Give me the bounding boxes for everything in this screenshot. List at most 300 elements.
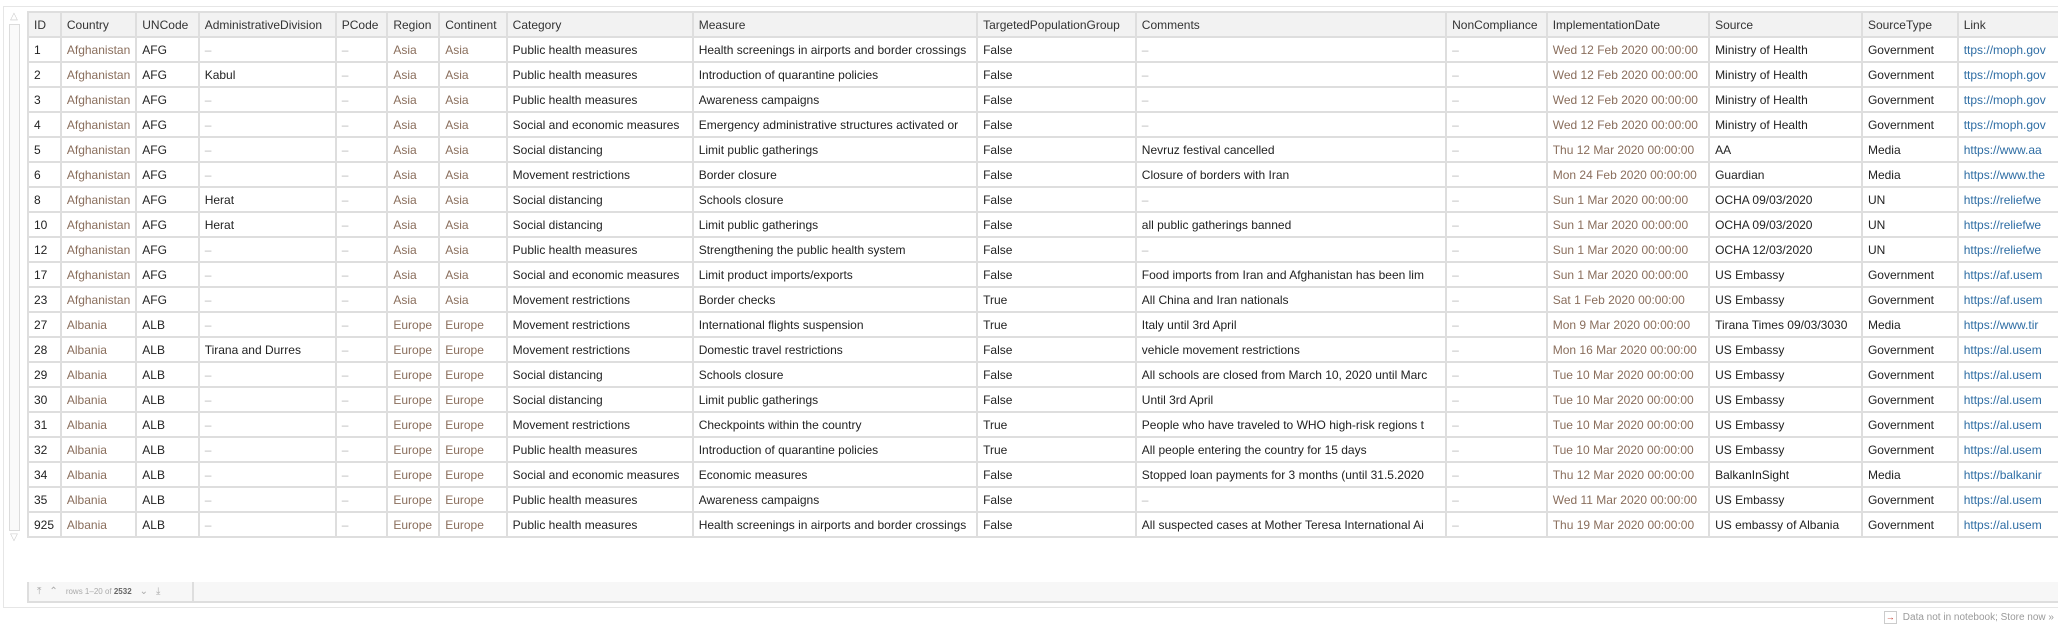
cell-measure: Awareness campaigns: [693, 87, 977, 112]
cell-pcode: –: [336, 412, 388, 437]
cell-region: Europe: [387, 462, 439, 487]
cell-comments: –: [1136, 237, 1446, 262]
cell-pcode: –: [336, 162, 388, 187]
cell-source: US Embassy: [1709, 412, 1862, 437]
cell-source: US Embassy: [1709, 262, 1862, 287]
cell-noncompliance: –: [1446, 237, 1547, 262]
table-row[interactable]: [28, 62, 2058, 87]
cell-country: Albania: [61, 312, 136, 337]
cell-link[interactable]: https://af.usem: [1958, 287, 2058, 312]
cell-sourcetype: Government: [1862, 112, 1958, 137]
cell-targetedpopulationgroup: False: [977, 462, 1136, 487]
cell-noncompliance: –: [1446, 87, 1547, 112]
cell-measure: Checkpoints within the country: [693, 412, 977, 437]
cell-country: Afghanistan: [61, 262, 136, 287]
column-header-sourcetype[interactable]: SourceType: [1862, 12, 1958, 37]
column-header-region[interactable]: Region: [387, 12, 439, 37]
cell-id: 29: [28, 362, 61, 387]
cell-country: Albania: [61, 512, 136, 537]
cell-sourcetype: Government: [1862, 262, 1958, 287]
cell-id: 10: [28, 212, 61, 237]
cell-targetedpopulationgroup: True: [977, 312, 1136, 337]
cell-measure: Introduction of quarantine policies: [693, 62, 977, 87]
cell-implementationdate: Wed 12 Feb 2020 00:00:00: [1547, 112, 1709, 137]
cell-id: 6: [28, 162, 61, 187]
table-row[interactable]: [28, 512, 2058, 537]
cell-noncompliance: –: [1446, 112, 1547, 137]
cell-country: Afghanistan: [61, 37, 136, 62]
next-page-icon[interactable]: ⌄: [139, 586, 149, 597]
cell-continent: Asia: [439, 112, 506, 137]
cell-measure: Schools closure: [693, 187, 977, 212]
cell-administrativedivision: –: [199, 412, 336, 437]
cell-implementationdate: Tue 10 Mar 2020 00:00:00: [1547, 362, 1709, 387]
cell-source: Ministry of Health: [1709, 87, 1862, 112]
cell-noncompliance: –: [1446, 412, 1547, 437]
cell-administrativedivision: –: [199, 437, 336, 462]
cell-id: 28: [28, 337, 61, 362]
column-header-noncompliance[interactable]: NonCompliance: [1446, 12, 1547, 37]
cell-country: Afghanistan: [61, 137, 136, 162]
cell-id: 34: [28, 462, 61, 487]
cell-continent: Asia: [439, 162, 506, 187]
cell-link[interactable]: https://al.usem: [1958, 437, 2058, 462]
column-header-country[interactable]: Country: [61, 12, 136, 37]
cell-category: Public health measures: [507, 37, 693, 62]
cell-id: 17: [28, 262, 61, 287]
cell-continent: Asia: [439, 137, 506, 162]
cell-continent: Europe: [439, 312, 506, 337]
cell-continent: Asia: [439, 237, 506, 262]
cell-uncode: ALB: [136, 362, 198, 387]
scroll-down-icon[interactable]: ▽: [10, 532, 18, 543]
cell-source: US Embassy: [1709, 487, 1862, 512]
cell-comments: Nevruz festival cancelled: [1136, 137, 1446, 162]
scroll-up-icon[interactable]: △: [10, 11, 18, 22]
cell-category: Social distancing: [507, 187, 693, 212]
cell-link[interactable]: https://al.usem: [1958, 362, 2058, 387]
cell-noncompliance: –: [1446, 262, 1547, 287]
cell-implementationdate: Tue 10 Mar 2020 00:00:00: [1547, 437, 1709, 462]
cell-targetedpopulationgroup: False: [977, 87, 1136, 112]
cell-comments: all public gatherings banned: [1136, 212, 1446, 237]
cell-sourcetype: Government: [1862, 437, 1958, 462]
cell-category: Movement restrictions: [507, 312, 693, 337]
cell-link[interactable]: https://al.usem: [1958, 487, 2058, 512]
cell-category: Public health measures: [507, 512, 693, 537]
cell-measure: Health screenings in airports and border crossings: [693, 37, 977, 62]
cell-administrativedivision: –: [199, 237, 336, 262]
cell-pcode: –: [336, 287, 388, 312]
cell-category: Social and economic measures: [507, 462, 693, 487]
cell-id: 8: [28, 187, 61, 212]
cell-pcode: –: [336, 437, 388, 462]
column-header-uncode[interactable]: UNCode: [136, 12, 198, 37]
cell-continent: Asia: [439, 187, 506, 212]
cell-category: Social distancing: [507, 137, 693, 162]
cell-noncompliance: –: [1446, 62, 1547, 87]
table-row[interactable]: [28, 462, 2058, 487]
cell-noncompliance: –: [1446, 512, 1547, 537]
cell-uncode: ALB: [136, 437, 198, 462]
column-header-source[interactable]: Source: [1709, 12, 1862, 37]
cell-region: Asia: [387, 62, 439, 87]
cell-link[interactable]: ttps://moph.gov: [1958, 62, 2058, 87]
cell-targetedpopulationgroup: False: [977, 387, 1136, 412]
cell-targetedpopulationgroup: False: [977, 112, 1136, 137]
cell-measure: Health screenings in airports and border crossings: [693, 512, 977, 537]
cell-sourcetype: Government: [1862, 337, 1958, 362]
status-text[interactable]: Data not in notebook; Store now »: [1902, 611, 2054, 623]
cell-sourcetype: Government: [1862, 412, 1958, 437]
cell-targetedpopulationgroup: False: [977, 487, 1136, 512]
cell-implementationdate: Wed 12 Feb 2020 00:00:00: [1547, 37, 1709, 62]
cell-measure: Introduction of quarantine policies: [693, 437, 977, 462]
cell-uncode: ALB: [136, 337, 198, 362]
cell-link[interactable]: https://al.usem: [1958, 337, 2058, 362]
cell-implementationdate: Mon 24 Feb 2020 00:00:00: [1547, 162, 1709, 187]
cell-comments: All China and Iran nationals: [1136, 287, 1446, 312]
column-header-id[interactable]: ID: [28, 12, 61, 37]
cell-region: Asia: [387, 137, 439, 162]
column-header-category[interactable]: Category: [507, 12, 693, 37]
cell-measure: Economic measures: [693, 462, 977, 487]
cell-link[interactable]: https://reliefwe: [1958, 212, 2058, 237]
cell-noncompliance: –: [1446, 487, 1547, 512]
table-row[interactable]: [28, 37, 2058, 62]
cell-noncompliance: –: [1446, 137, 1547, 162]
cell-category: Movement restrictions: [507, 412, 693, 437]
cell-id: 4: [28, 112, 61, 137]
cell-category: Social distancing: [507, 387, 693, 412]
cell-pcode: –: [336, 62, 388, 87]
cell-continent: Asia: [439, 37, 506, 62]
cell-targetedpopulationgroup: False: [977, 187, 1136, 212]
cell-source: US Embassy: [1709, 287, 1862, 312]
cell-pcode: –: [336, 187, 388, 212]
cell-targetedpopulationgroup: True: [977, 412, 1136, 437]
cell-category: Social and economic measures: [507, 112, 693, 137]
cell-source: US Embassy: [1709, 337, 1862, 362]
cell-uncode: AFG: [136, 162, 198, 187]
cell-region: Europe: [387, 362, 439, 387]
cell-category: Movement restrictions: [507, 337, 693, 362]
cell-id: 32: [28, 437, 61, 462]
table-row[interactable]: [28, 337, 2058, 362]
cell-region: Asia: [387, 37, 439, 62]
cell-comments: All schools are closed from March 10, 2020 until Marc: [1136, 362, 1446, 387]
cell-comments: Italy until 3rd April: [1136, 312, 1446, 337]
cell-continent: Europe: [439, 487, 506, 512]
cell-noncompliance: –: [1446, 287, 1547, 312]
cell-administrativedivision: Tirana and Durres: [199, 337, 336, 362]
cell-targetedpopulationgroup: False: [977, 337, 1136, 362]
cell-measure: Border checks: [693, 287, 977, 312]
cell-uncode: AFG: [136, 287, 198, 312]
cell-country: Afghanistan: [61, 112, 136, 137]
cell-measure: Limit public gatherings: [693, 137, 977, 162]
cell-sourcetype: Government: [1862, 87, 1958, 112]
cell-measure: Awareness campaigns: [693, 487, 977, 512]
cell-noncompliance: –: [1446, 462, 1547, 487]
cell-implementationdate: Sun 1 Mar 2020 00:00:00: [1547, 237, 1709, 262]
table-row[interactable]: [28, 162, 2058, 187]
cell-targetedpopulationgroup: False: [977, 212, 1136, 237]
cell-continent: Europe: [439, 462, 506, 487]
cell-sourcetype: Government: [1862, 287, 1958, 312]
cell-source: Ministry of Health: [1709, 112, 1862, 137]
cell-measure: Limit public gatherings: [693, 387, 977, 412]
cell-comments: –: [1136, 87, 1446, 112]
cell-country: Albania: [61, 462, 136, 487]
cell-continent: Europe: [439, 337, 506, 362]
cell-link[interactable]: https://reliefwe: [1958, 187, 2058, 212]
cell-link[interactable]: https://www.tir: [1958, 312, 2058, 337]
table-row[interactable]: [28, 362, 2058, 387]
pager-nav: [29, 582, 194, 601]
cell-source: Ministry of Health: [1709, 62, 1862, 87]
cell-implementationdate: Wed 12 Feb 2020 00:00:00: [1547, 87, 1709, 112]
cell-country: Afghanistan: [61, 87, 136, 112]
table-row[interactable]: [28, 487, 2058, 512]
cell-comments: People who have traveled to WHO high-risk regions t: [1136, 412, 1446, 437]
table-row[interactable]: [28, 262, 2058, 287]
cell-country: Albania: [61, 387, 136, 412]
cell-administrativedivision: –: [199, 362, 336, 387]
table-row[interactable]: [28, 212, 2058, 237]
cell-administrativedivision: –: [199, 162, 336, 187]
cell-link[interactable]: https://al.usem: [1958, 412, 2058, 437]
cell-pcode: –: [336, 87, 388, 112]
cell-source: US Embassy: [1709, 387, 1862, 412]
cell-category: Public health measures: [507, 87, 693, 112]
cell-measure: Limit public gatherings: [693, 212, 977, 237]
cell-country: Afghanistan: [61, 162, 136, 187]
cell-sourcetype: Media: [1862, 162, 1958, 187]
cell-implementationdate: Tue 10 Mar 2020 00:00:00: [1547, 412, 1709, 437]
cell-link[interactable]: https://af.usem: [1958, 262, 2058, 287]
table-row[interactable]: [28, 312, 2058, 337]
cell-measure: International flights suspension: [693, 312, 977, 337]
cell-pcode: –: [336, 262, 388, 287]
cell-pcode: –: [336, 112, 388, 137]
cell-source: Tirana Times 09/03/3030: [1709, 312, 1862, 337]
cell-comments: –: [1136, 487, 1446, 512]
cell-uncode: ALB: [136, 487, 198, 512]
column-header-link[interactable]: Link: [1958, 12, 2058, 37]
column-header-comments[interactable]: Comments: [1136, 12, 1446, 37]
table-row[interactable]: [28, 187, 2058, 212]
cell-sourcetype: Government: [1862, 487, 1958, 512]
cell-comments: Closure of borders with Iran: [1136, 162, 1446, 187]
store-data-link[interactable]: [1884, 608, 2054, 626]
cell-implementationdate: Thu 12 Mar 2020 00:00:00: [1547, 462, 1709, 487]
cell-sourcetype: Government: [1862, 37, 1958, 62]
cell-sourcetype: Media: [1862, 137, 1958, 162]
cell-uncode: AFG: [136, 237, 198, 262]
column-header-targetedpopulationgroup[interactable]: TargetedPopulationGroup: [977, 12, 1136, 37]
cell-administrativedivision: –: [199, 487, 336, 512]
cell-uncode: AFG: [136, 212, 198, 237]
cell-sourcetype: UN: [1862, 212, 1958, 237]
cell-country: Albania: [61, 437, 136, 462]
cell-region: Asia: [387, 212, 439, 237]
cell-id: 925: [28, 512, 61, 537]
cell-category: Movement restrictions: [507, 162, 693, 187]
cell-uncode: ALB: [136, 462, 198, 487]
scrollbar-track[interactable]: [9, 24, 20, 531]
cell-comments: –: [1136, 37, 1446, 62]
cell-pcode: –: [336, 487, 388, 512]
cell-id: 35: [28, 487, 61, 512]
cell-region: Europe: [387, 387, 439, 412]
cell-link[interactable]: https://al.usem: [1958, 387, 2058, 412]
cell-country: Afghanistan: [61, 237, 136, 262]
cell-noncompliance: –: [1446, 437, 1547, 462]
cell-noncompliance: –: [1446, 212, 1547, 237]
cell-continent: Europe: [439, 387, 506, 412]
cell-administrativedivision: –: [199, 387, 336, 412]
cell-comments: –: [1136, 112, 1446, 137]
cell-pcode: –: [336, 212, 388, 237]
cell-continent: Asia: [439, 262, 506, 287]
cell-uncode: ALB: [136, 387, 198, 412]
cell-administrativedivision: –: [199, 112, 336, 137]
first-page-icon[interactable]: ⤒: [37, 586, 42, 597]
cell-comments: All suspected cases at Mother Teresa International Ai: [1136, 512, 1446, 537]
cell-region: Asia: [387, 162, 439, 187]
column-header-pcode[interactable]: PCode: [336, 12, 388, 37]
cell-region: Asia: [387, 287, 439, 312]
cell-source: Guardian: [1709, 162, 1862, 187]
cell-targetedpopulationgroup: True: [977, 287, 1136, 312]
cell-category: Public health measures: [507, 237, 693, 262]
cell-targetedpopulationgroup: False: [977, 137, 1136, 162]
table-row[interactable]: [28, 437, 2058, 462]
cell-source: BalkanInSight: [1709, 462, 1862, 487]
cell-implementationdate: Sun 1 Mar 2020 00:00:00: [1547, 212, 1709, 237]
cell-pcode: –: [336, 37, 388, 62]
table-row[interactable]: [28, 112, 2058, 137]
cell-link[interactable]: ttps://moph.gov: [1958, 87, 2058, 112]
cell-link[interactable]: https://www.aa: [1958, 137, 2058, 162]
cell-link[interactable]: https://reliefwe: [1958, 237, 2058, 262]
cell-id: 23: [28, 287, 61, 312]
cell-pcode: –: [336, 237, 388, 262]
cell-pcode: –: [336, 362, 388, 387]
cell-administrativedivision: –: [199, 512, 336, 537]
cell-link[interactable]: https://www.the: [1958, 162, 2058, 187]
cell-region: Europe: [387, 412, 439, 437]
cell-region: Europe: [387, 312, 439, 337]
cell-measure: Limit product imports/exports: [693, 262, 977, 287]
cell-id: 31: [28, 412, 61, 437]
cell-implementationdate: Wed 11 Mar 2020 00:00:00: [1547, 487, 1709, 512]
cell-sourcetype: Government: [1862, 362, 1958, 387]
cell-targetedpopulationgroup: False: [977, 512, 1136, 537]
cell-comments: All people entering the country for 15 days: [1136, 437, 1446, 462]
last-page-icon[interactable]: ⤓: [156, 586, 161, 597]
data-grid: [27, 11, 2058, 538]
cell-region: Europe: [387, 337, 439, 362]
cell-comments: Food imports from Iran and Afghanistan has been lim: [1136, 262, 1446, 287]
cell-measure: Border closure: [693, 162, 977, 187]
cell-country: Afghanistan: [61, 287, 136, 312]
cell-category: Public health measures: [507, 62, 693, 87]
cell-noncompliance: –: [1446, 187, 1547, 212]
cell-targetedpopulationgroup: False: [977, 37, 1136, 62]
cell-pcode: –: [336, 337, 388, 362]
rows-range-label: rows 1–20 of: [65, 587, 112, 596]
column-header-measure[interactable]: Measure: [693, 12, 977, 37]
cell-continent: Asia: [439, 212, 506, 237]
cell-sourcetype: Government: [1862, 62, 1958, 87]
cell-link[interactable]: ttps://moph.gov: [1958, 112, 2058, 137]
cell-continent: Asia: [439, 62, 506, 87]
table-row[interactable]: [28, 387, 2058, 412]
cell-uncode: ALB: [136, 312, 198, 337]
table-row[interactable]: [28, 287, 2058, 312]
cell-link[interactable]: ttps://moph.gov: [1958, 37, 2058, 62]
data-table: [27, 11, 2058, 538]
cell-targetedpopulationgroup: False: [977, 162, 1136, 187]
cell-continent: Europe: [439, 412, 506, 437]
cell-sourcetype: UN: [1862, 187, 1958, 212]
cell-comments: Stopped loan payments for 3 months (until 31.5.2020: [1136, 462, 1446, 487]
cell-region: Asia: [387, 237, 439, 262]
cell-continent: Europe: [439, 437, 506, 462]
column-header-implementationdate[interactable]: ImplementationDate: [1547, 12, 1709, 37]
cell-noncompliance: –: [1446, 312, 1547, 337]
cell-administrativedivision: Herat: [199, 187, 336, 212]
cell-noncompliance: –: [1446, 387, 1547, 412]
cell-administrativedivision: –: [199, 462, 336, 487]
cell-targetedpopulationgroup: False: [977, 262, 1136, 287]
cell-source: US Embassy: [1709, 362, 1862, 387]
cell-comments: –: [1136, 62, 1446, 87]
cell-pcode: –: [336, 512, 388, 537]
cell-source: AA: [1709, 137, 1862, 162]
cell-sourcetype: Media: [1862, 462, 1958, 487]
cell-uncode: AFG: [136, 37, 198, 62]
table-row[interactable]: [28, 137, 2058, 162]
vertical-scrollbar[interactable]: [6, 10, 22, 545]
cell-country: Afghanistan: [61, 212, 136, 237]
cell-link[interactable]: https://balkanir: [1958, 462, 2058, 487]
store-data-icon: →: [1885, 611, 1895, 622]
cell-implementationdate: Mon 16 Mar 2020 00:00:00: [1547, 337, 1709, 362]
table-row[interactable]: [28, 412, 2058, 437]
column-header-continent[interactable]: Continent: [439, 12, 506, 37]
pager-bar: [27, 582, 2058, 603]
table-row[interactable]: [28, 87, 2058, 112]
table-row[interactable]: [28, 237, 2058, 262]
prev-page-icon[interactable]: ⌃: [49, 586, 58, 597]
cell-pcode: –: [336, 137, 388, 162]
cell-source: Ministry of Health: [1709, 37, 1862, 62]
cell-implementationdate: Thu 12 Mar 2020 00:00:00: [1547, 137, 1709, 162]
cell-sourcetype: Government: [1862, 512, 1958, 537]
cell-category: Public health measures: [507, 437, 693, 462]
cell-region: Asia: [387, 112, 439, 137]
cell-administrativedivision: –: [199, 37, 336, 62]
cell-country: Albania: [61, 362, 136, 387]
cell-implementationdate: Mon 9 Mar 2020 00:00:00: [1547, 312, 1709, 337]
column-header-administrativedivision[interactable]: AdministrativeDivision: [199, 12, 336, 37]
cell-link[interactable]: https://al.usem: [1958, 512, 2058, 537]
cell-implementationdate: Tue 10 Mar 2020 00:00:00: [1547, 387, 1709, 412]
cell-uncode: AFG: [136, 187, 198, 212]
